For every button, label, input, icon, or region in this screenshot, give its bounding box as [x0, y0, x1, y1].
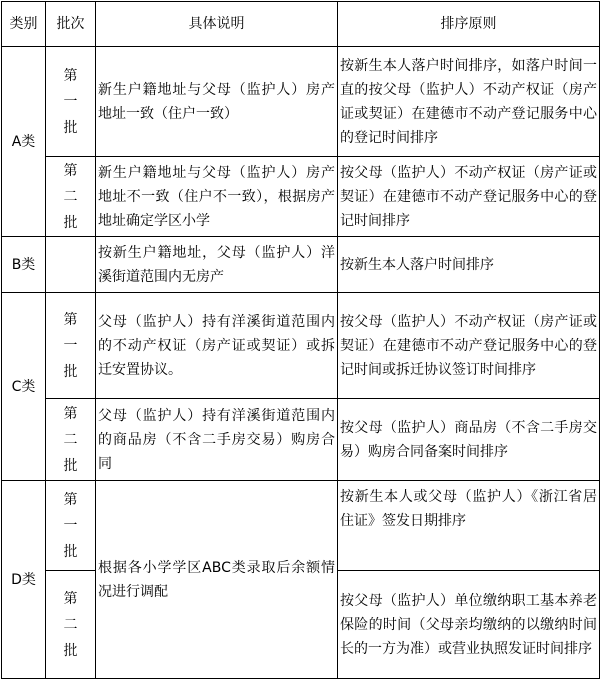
batch-char: 一	[63, 93, 78, 110]
category-a: A类	[2, 47, 46, 237]
header-principle: 排序原则	[338, 2, 600, 47]
batch-char: 第	[63, 67, 78, 84]
principle-cell: 按新生本人落户时间排序	[338, 237, 600, 293]
batch-cell-empty	[46, 237, 96, 293]
batch-cell	[46, 481, 96, 571]
batch-char: 二	[63, 431, 78, 448]
batch-char: 第	[63, 491, 78, 508]
principle-cell: 按父母（监护人）单位缴纳职工基本养老保险的时间（父母亲均缴纳的以缴纳时间长的一方为准）或营业执照发证时间排序	[338, 571, 600, 679]
principle-cell: 按新生本人落户时间排序，如落户时间一直的按父母（监护人）不动产权证（房产证或契证）在建德市不动产登记服务中心的登记时间排序	[338, 47, 600, 157]
description-cell: 新生户籍地址与父母（监护人）房产地址不一致（住户不一致），根据房产地址确定学区小学	[96, 157, 338, 237]
header-row	[2, 2, 600, 47]
principle-cell: 按新生本人或父母（监护人）《浙江省居住证》签发日期排序	[338, 481, 600, 571]
table-row	[2, 157, 600, 237]
batch-char: 第	[63, 590, 78, 607]
table-row	[2, 47, 600, 157]
batch-char: 批	[63, 642, 78, 659]
batch-char: 二	[63, 616, 78, 633]
enrollment-order-table	[1, 1, 600, 679]
batch-char: 批	[63, 363, 78, 380]
batch-char: 二	[63, 188, 78, 205]
batch-char: 第	[63, 405, 78, 422]
batch-char: 批	[63, 543, 78, 560]
description-cell: 新生户籍地址与父母（监护人）房产地址一致（住户一致）	[96, 47, 338, 157]
principle-cell: 按父母（监护人）商品房（不含二手房交易）购房合同备案时间排序	[338, 399, 600, 481]
batch-cell	[46, 157, 96, 237]
description-cell: 根据各小学学区ABC类录取后余额情况进行调配	[96, 481, 338, 679]
category-d: D类	[2, 481, 46, 679]
description-cell: 按新生户籍地址，父母（监护人）洋溪街道范围内无房产	[96, 237, 338, 293]
principle-cell: 按父母（监护人）不动产权证（房产证或契证）在建德市不动产登记服务中心的登记时间排序	[338, 157, 600, 237]
batch-char: 批	[63, 457, 78, 474]
batch-char: 一	[63, 517, 78, 534]
batch-char: 批	[63, 119, 78, 136]
batch-cell	[46, 293, 96, 399]
batch-char: 批	[63, 214, 78, 231]
batch-char: 一	[63, 337, 78, 354]
table-row	[2, 481, 600, 571]
header-category: 类别	[2, 2, 46, 47]
description-cell: 父母（监护人）持有洋溪街道范围内的商品房（不含二手房交易）购房合同	[96, 399, 338, 481]
batch-cell	[46, 47, 96, 157]
batch-cell	[46, 399, 96, 481]
header-description: 具体说明	[96, 2, 338, 47]
category-c: C类	[2, 293, 46, 481]
batch-cell	[46, 571, 96, 679]
table-row	[2, 237, 600, 293]
category-b: B类	[2, 237, 46, 293]
table-row	[2, 399, 600, 481]
principle-cell: 按父母（监护人）不动产权证（房产证或契证）在建德市不动产登记服务中心的登记时间或拆迁协议签订时间排序	[338, 293, 600, 399]
batch-char: 第	[63, 162, 78, 179]
header-batch: 批次	[46, 2, 96, 47]
description-cell: 父母（监护人）持有洋溪街道范围内的不动产权证（房产证或契证）或拆迁安置协议。	[96, 293, 338, 399]
table-row	[2, 293, 600, 399]
batch-char: 第	[63, 311, 78, 328]
